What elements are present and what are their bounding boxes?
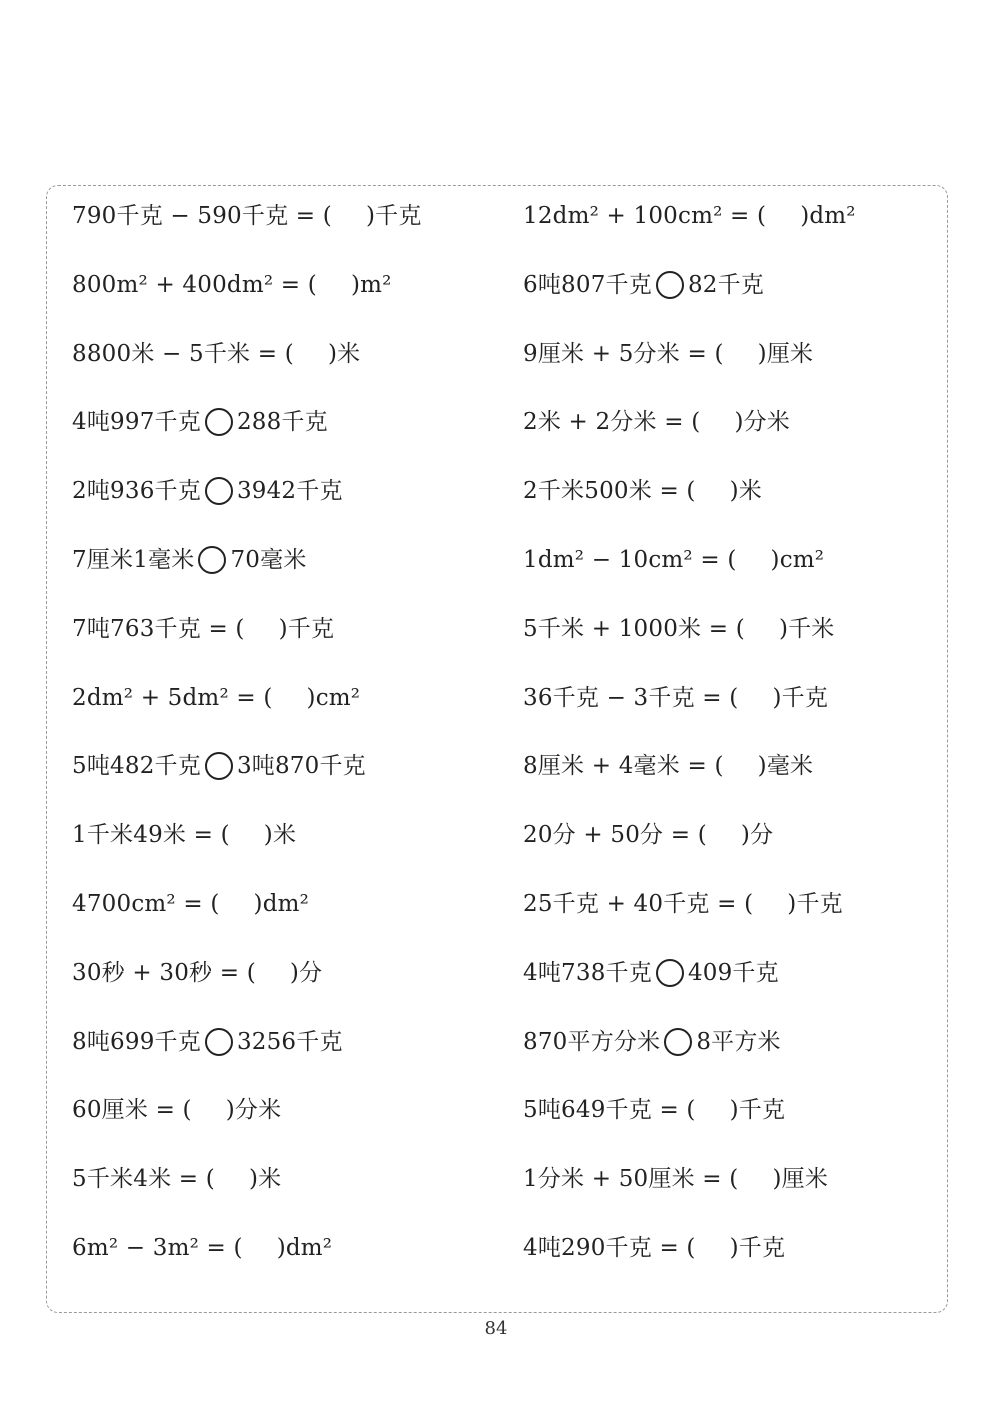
- problem-text: )米: [729, 478, 762, 505]
- problem-text: )分米: [225, 1097, 282, 1124]
- problem-text: 4吨290千克 = (: [523, 1235, 696, 1261]
- problem-text: )千克: [787, 891, 843, 917]
- problem-row: [72, 678, 360, 718]
- problem-row: [72, 1228, 332, 1268]
- problem-text: 790千克 − 590千克 = (: [72, 203, 332, 229]
- problem-row: [523, 265, 764, 305]
- comparison-circle[interactable]: [205, 477, 233, 505]
- problem-row: [72, 1159, 281, 1199]
- problem-text: )千克: [365, 203, 422, 229]
- problem-row: [523, 471, 762, 511]
- problem-text: 4吨738千克: [523, 959, 652, 986]
- comparison-circle[interactable]: [205, 1028, 233, 1056]
- problem-row: [523, 884, 843, 924]
- problem-row: [72, 1022, 343, 1062]
- comparison-circle[interactable]: [205, 752, 233, 780]
- problem-text: )千克: [772, 684, 829, 711]
- comparison-circle[interactable]: [205, 408, 233, 436]
- problem-row: [523, 953, 779, 993]
- problem-text: 800m² + 400dm² = (: [72, 271, 317, 298]
- problem-text: 288千克: [236, 409, 328, 436]
- problem-row: [523, 1228, 785, 1268]
- problem-row: [523, 1022, 781, 1062]
- problem-text: )分米: [734, 409, 791, 436]
- comparison-circle[interactable]: [198, 546, 226, 574]
- problem-text: )毫米: [757, 753, 814, 780]
- problem-text: 8平方米: [696, 1028, 781, 1055]
- problem-text: 2dm² + 5dm² = (: [72, 684, 273, 711]
- problem-row: [72, 265, 392, 305]
- problem-text: 5吨482千克: [72, 753, 201, 780]
- problem-row: [523, 746, 813, 786]
- page-number: 84: [484, 1318, 508, 1339]
- problem-text: 409千克: [687, 959, 779, 986]
- problem-text: 2千米500米 = (: [523, 478, 696, 505]
- problem-text: 5千米4米 = (: [72, 1166, 215, 1193]
- problem-row: [523, 609, 835, 649]
- problem-text: 70毫米: [230, 547, 307, 573]
- problem-row: [72, 402, 328, 442]
- problem-row: [72, 334, 360, 374]
- problem-text: )cm²: [770, 547, 825, 573]
- problem-text: 8厘米 + 4毫米 = (: [523, 753, 724, 780]
- problem-row: [72, 540, 307, 580]
- problem-text: 7厘米1毫米: [72, 547, 195, 573]
- problem-text: 20分 + 50分 = (: [523, 822, 707, 849]
- problem-text: )厘米: [757, 340, 814, 367]
- problem-row: [523, 334, 813, 374]
- problem-text: 25千克 + 40千克 = (: [523, 891, 754, 917]
- problem-row: [523, 678, 828, 718]
- problem-text: 5千米 + 1000米 = (: [523, 615, 745, 642]
- comparison-circle[interactable]: [664, 1028, 692, 1056]
- problem-text: )cm²: [306, 684, 361, 711]
- problem-row: [72, 1090, 281, 1130]
- problem-text: 6吨807千克: [523, 271, 652, 298]
- problem-row: [72, 609, 334, 649]
- problem-text: 4700cm² = (: [72, 891, 220, 917]
- problem-row: [72, 884, 309, 924]
- problem-text: 1分米 + 50厘米 = (: [523, 1166, 739, 1193]
- problem-text: )千克: [278, 615, 335, 642]
- problem-text: )千克: [729, 1235, 786, 1261]
- problem-text: )dm²: [253, 891, 310, 917]
- problem-row: [72, 953, 322, 993]
- comparison-circle[interactable]: [656, 271, 684, 299]
- problem-text: 30秒 + 30秒 = (: [72, 959, 256, 986]
- problem-text: )米: [263, 822, 297, 849]
- problem-row: [72, 471, 343, 511]
- problem-text: )千克: [729, 1097, 786, 1124]
- problem-text: )分: [740, 822, 774, 849]
- problem-row: [523, 815, 773, 855]
- problem-row: [523, 540, 824, 580]
- problem-text: )千米: [778, 615, 835, 642]
- problem-row: [523, 196, 856, 236]
- problem-text: )米: [327, 340, 361, 367]
- problem-text: 2吨936千克: [72, 478, 201, 505]
- problem-row: [72, 815, 296, 855]
- problem-text: 6m² − 3m² = (: [72, 1235, 243, 1261]
- problem-text: 60厘米 = (: [72, 1097, 192, 1124]
- problem-row: [72, 196, 422, 236]
- problem-text: 36千克 − 3千克 = (: [523, 684, 739, 711]
- problem-row: [523, 1159, 828, 1199]
- problem-text: )厘米: [772, 1166, 829, 1193]
- problem-text: 870平方分米: [523, 1028, 661, 1055]
- problem-text: 5吨649千克 = (: [523, 1097, 696, 1124]
- problem-text: )m²: [350, 271, 392, 298]
- problem-text: 1dm² − 10cm² = (: [523, 547, 737, 573]
- problem-text: 8吨699千克: [72, 1028, 201, 1055]
- problem-text: 82千克: [687, 271, 765, 298]
- problem-text: 1千米49米 = (: [72, 822, 230, 849]
- problem-text: 4吨997千克: [72, 409, 201, 436]
- problem-row: [523, 1090, 785, 1130]
- problem-text: 3256千克: [236, 1028, 343, 1055]
- problem-text: )米: [248, 1166, 282, 1193]
- comparison-circle[interactable]: [656, 959, 684, 987]
- problem-text: 9厘米 + 5分米 = (: [523, 340, 724, 367]
- problem-text: 8800米 − 5千米 = (: [72, 340, 294, 367]
- problem-text: )dm²: [800, 203, 856, 229]
- problem-text: 12dm² + 100cm² = (: [523, 203, 767, 229]
- problem-text: )dm²: [276, 1235, 333, 1261]
- problem-row: [72, 746, 366, 786]
- problem-text: 2米 + 2分米 = (: [523, 409, 701, 436]
- problem-text: 3942千克: [236, 478, 343, 505]
- problem-text: 3吨870千克: [236, 753, 366, 780]
- problem-text: 7吨763千克 = (: [72, 615, 245, 642]
- problem-text: )分: [289, 959, 323, 986]
- problem-row: [523, 402, 790, 442]
